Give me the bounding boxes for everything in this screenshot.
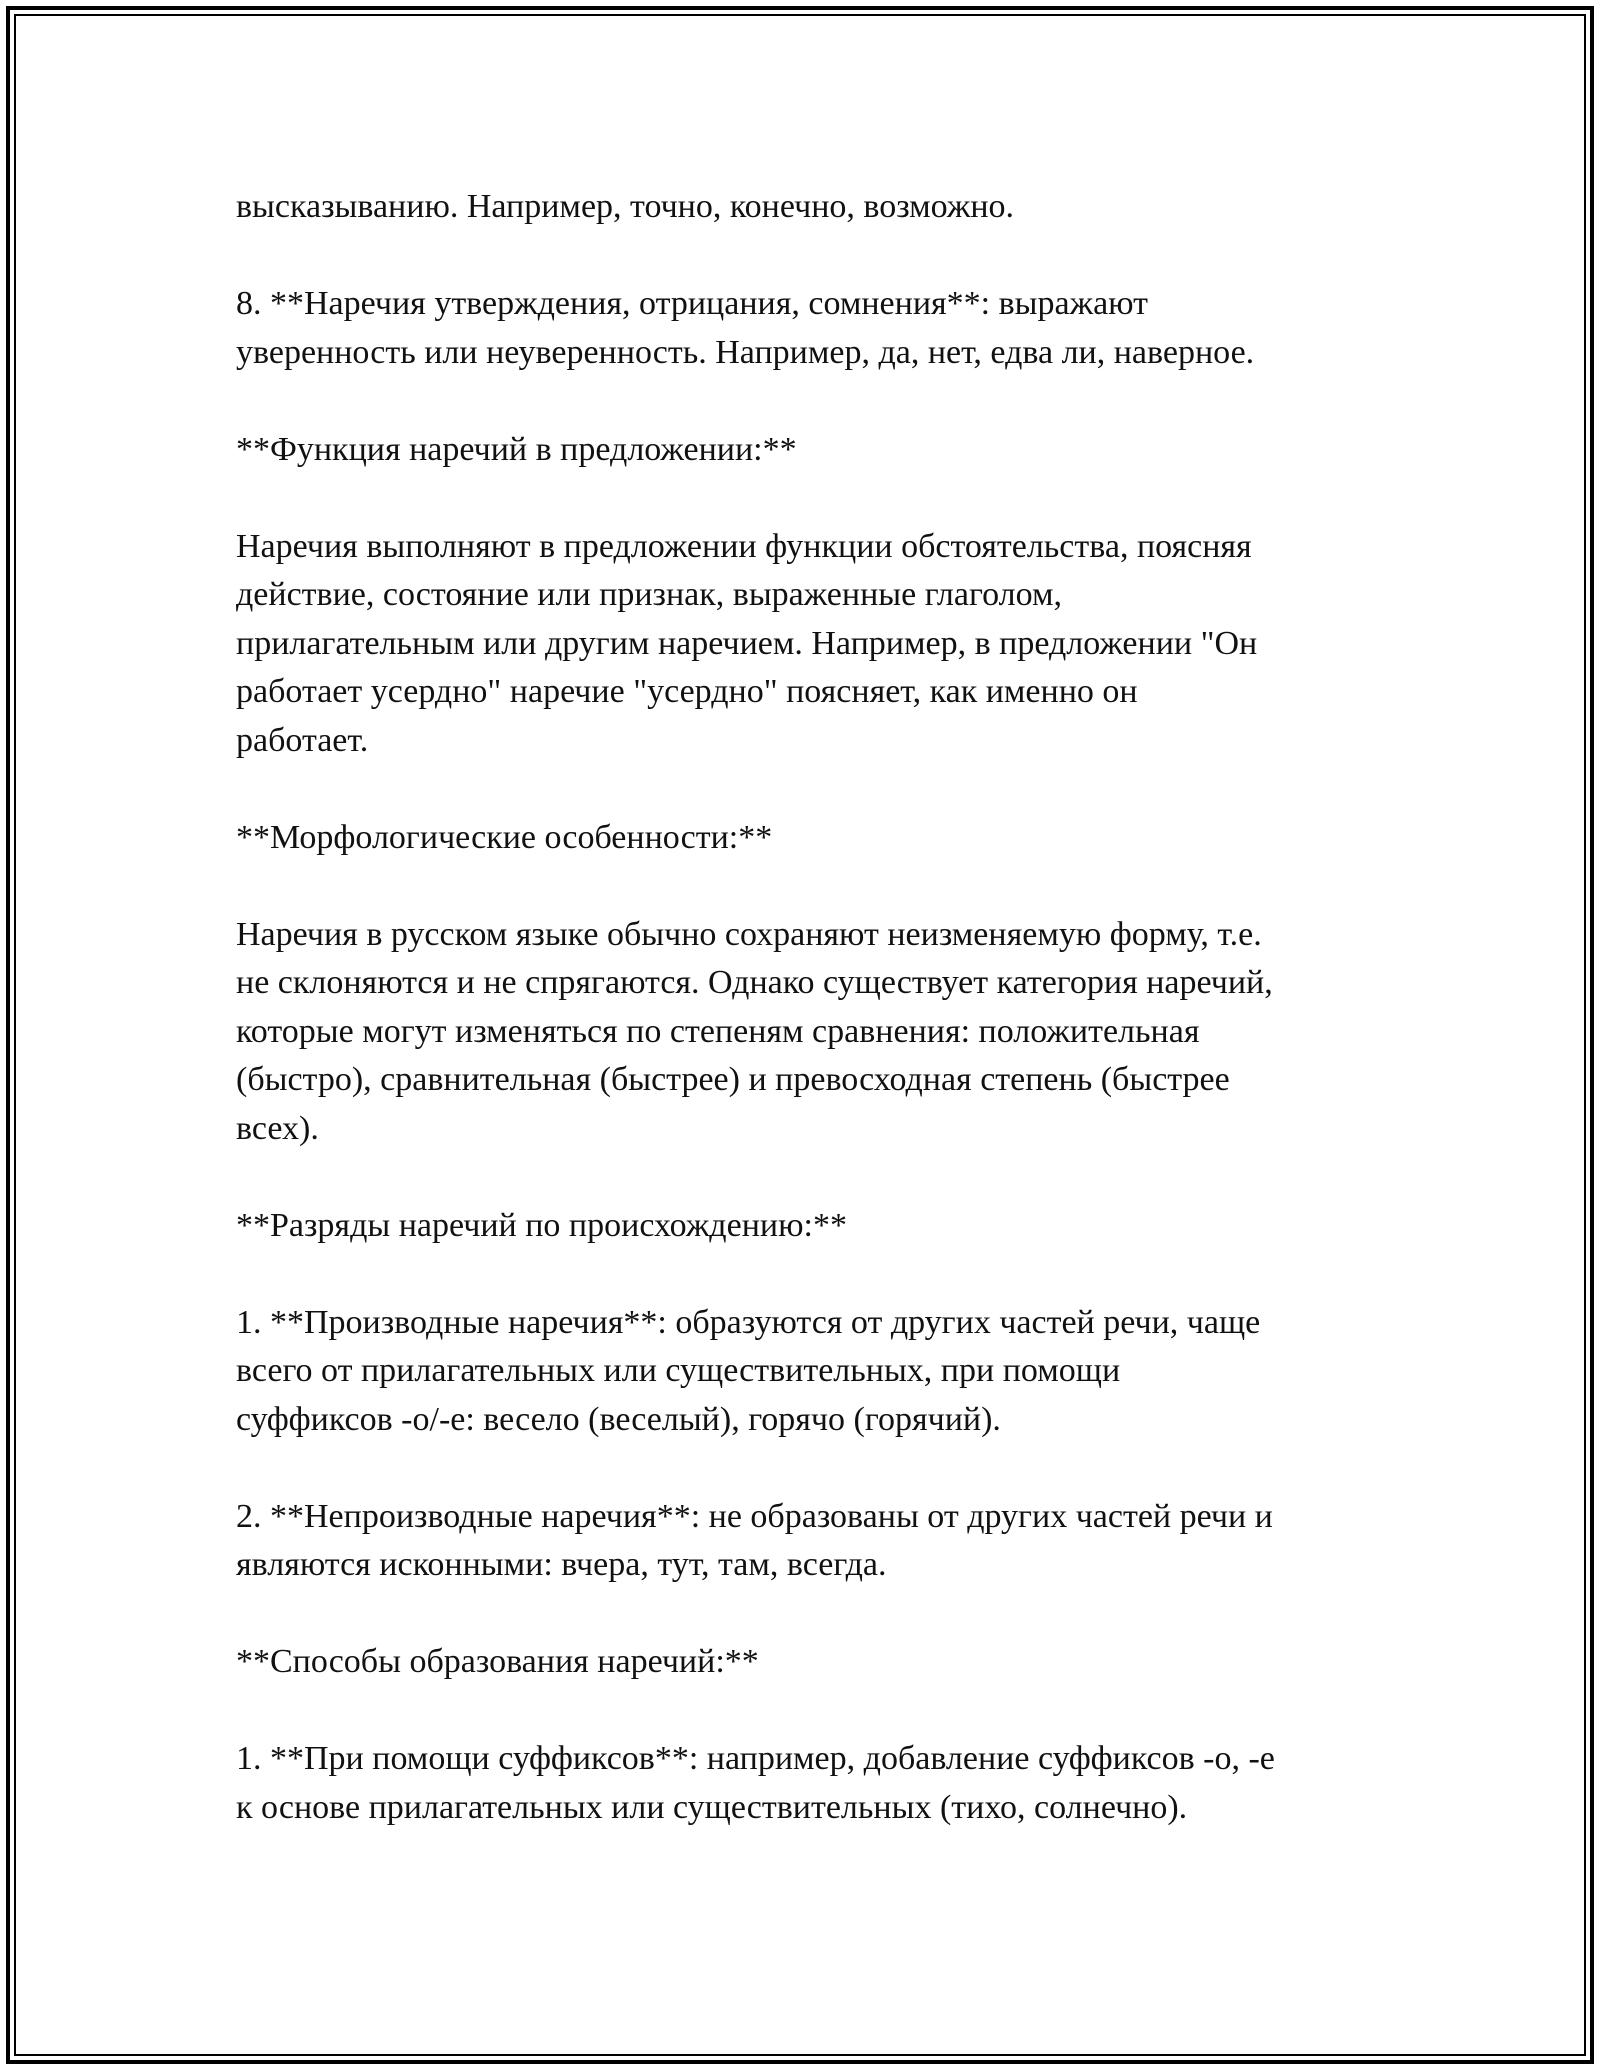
paragraph-morphological-description: Наречия в русском языке обычно сохраняют неизменяемую форму, т.е. не склоняются и не спрягаются. Однако существует категория наречий, которые могут изменяться по степеням сравнения: положительная (быстро), сравнительная (быстрее) и превосходная степень (быстрее всех). [236, 915, 1273, 1147]
paragraph-suffix-formation: 1. **При помощи суффиксов**: например, добавление суффиксов -о, -е к основе прилагательных или существительных (тихо, солнечно). [236, 1740, 1275, 1826]
paragraph-item-8-affirmation-adverbs: 8. **Наречия утверждения, отрицания, сомнения**: выражают уверенность или неуверенность. Например, да, нет, едва ли, наверное. [236, 285, 1255, 371]
heading-formation-methods: **Способы образования наречий:** [236, 1643, 759, 1680]
paragraph-non-derived-adverbs: 2. **Непроизводные наречия**: не образованы от других частей речи и являются исконными: вчера, тут, там, всегда. [236, 1497, 1273, 1583]
paragraph-derived-adverbs: 1. **Производные наречия**: образуются от других частей речи, чаще всего от прилагательных или существительных, при помощи суффиксов -о/-е: весело (веселый), горячо (горячий). [236, 1303, 1261, 1438]
paragraph-continuation: высказыванию. Например, точно, конечно, возможно. [236, 188, 1015, 225]
heading-function-in-sentence: **Функция наречий в предложении:** [236, 430, 797, 468]
document-body [236, 183, 1396, 1832]
heading-origin-categories: **Разряды наречий по происхождению:** [236, 1206, 847, 1244]
heading-morphological-features: **Морфологические особенности:** [236, 818, 773, 856]
paragraph-function-description: Наречия выполняют в предложении функции обстоятельства, поясняя действие, состояние или признак, выраженные глаголом, прилагательным или другим наречием. Например, в предложении "Он работает усердно" наречие "усердно" поясняет, как именно он работает. [236, 527, 1258, 759]
